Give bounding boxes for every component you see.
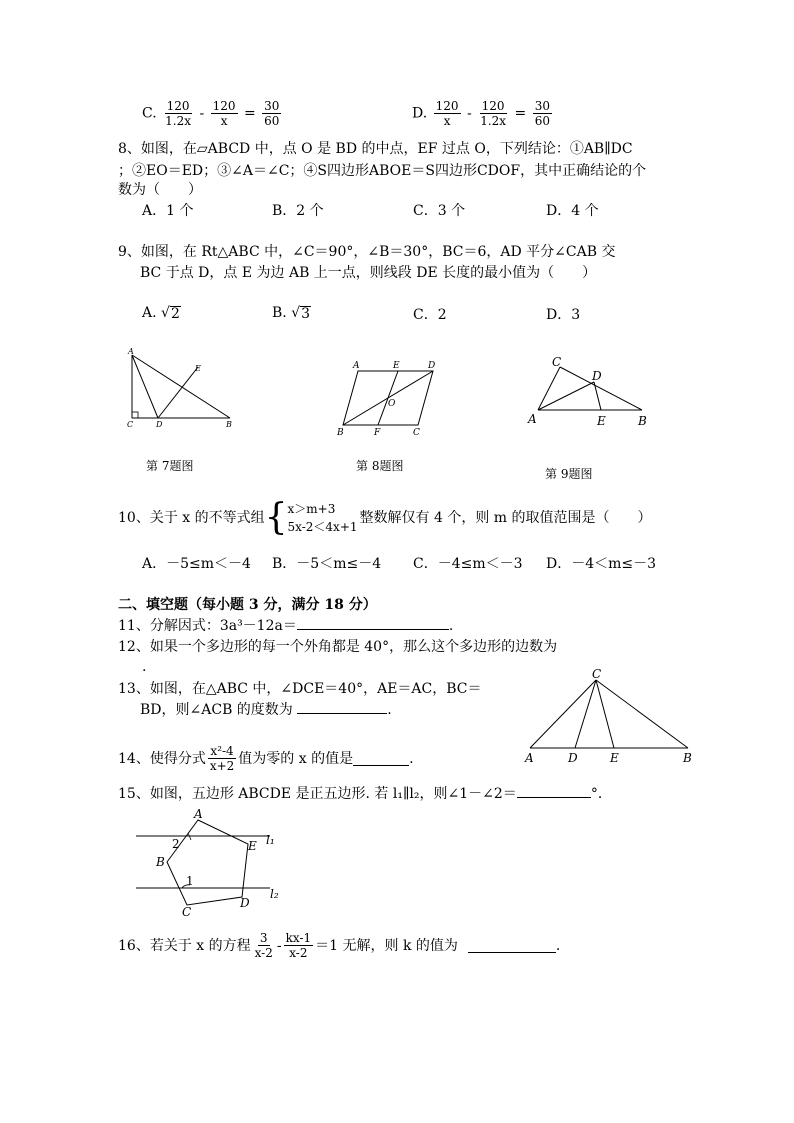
label-e: E <box>597 414 606 428</box>
figure-15 <box>130 808 290 920</box>
label-e: E <box>248 839 257 853</box>
q10-option-c: C．－4≤m＜－3 <box>413 556 523 572</box>
label-d: D <box>428 361 436 371</box>
label-b: B <box>226 420 232 429</box>
q10-option-d: D．－4＜m≤－3 <box>546 556 657 572</box>
q8-option-d: D．4 个 <box>546 203 599 219</box>
q14: 14、使得分式 $\frac{\text{x²-4}}{x+2}$ 值为零的 x 的值是 . <box>118 744 414 773</box>
inequality-system: x＞m+3 5x-2＜4x+1 <box>287 502 358 534</box>
angle-1-label: 1 <box>186 874 194 888</box>
fraction: $\frac{30}{60}$ <box>264 99 280 128</box>
fraction: $\frac{120}{1.2x}$ <box>165 99 191 128</box>
label-b: B <box>337 428 344 438</box>
label-a: A <box>525 751 534 765</box>
line-l1-label: l₁ <box>266 833 275 847</box>
q9-line2: BC 于点 D，点 E 为边 AB 上一点，则线段 DE 长度的最小值为（ ） <box>140 265 597 281</box>
q15: 15、如图，五边形 ABCDE 是正五边形. 若 l₁∥l₂，则∠1－∠2＝ °． <box>118 786 612 802</box>
label-e: E <box>610 751 619 765</box>
label-e: E <box>393 361 400 371</box>
label-f: F <box>374 428 381 438</box>
answer-blank <box>353 751 409 766</box>
q9-option-b: B. √ 3 <box>272 305 311 322</box>
label-b: B <box>638 414 647 428</box>
q10-option-a: A．－5≤m＜－4 <box>142 556 251 572</box>
label-d: D <box>592 369 602 383</box>
fig8-caption: 第 8题图 <box>356 459 404 473</box>
q10-option-b: B．－5＜m≤－4 <box>272 556 382 572</box>
q11: 11、分解因式：3a³－12a＝ . <box>118 618 454 634</box>
label-a: A <box>194 808 203 821</box>
q7-option-c: C. $\frac{120}{1.2x}$ - $\frac{120}{x}$ = $\frac{30}{60}$ <box>142 99 280 128</box>
fraction: $\frac{30}{60}$ <box>534 99 550 128</box>
q7-option-c-label: C. <box>142 105 157 122</box>
fraction: $\frac{120}{1.2x}$ <box>480 99 507 128</box>
figure-7 <box>120 345 240 435</box>
fraction: $\frac{120}{x}$ <box>435 99 459 128</box>
q16: 16、若关于 x 的方程 $\frac{3}{x-2}$ - $\frac{kx-1}{x-2}$ ＝1 无解，则 k 的值为 . <box>118 931 561 960</box>
fraction: $\frac{3}{x-2}$ <box>254 931 273 960</box>
section-title: 二、填空题（每小题 3 分，满分 18 分） <box>118 597 377 613</box>
q7-option-d-label: D. <box>412 105 428 122</box>
q9-option-a: A. √ 2 <box>142 305 180 322</box>
q8-option-b: B．2 个 <box>272 203 324 219</box>
label-d: D <box>240 896 250 910</box>
fig9-caption: 第 9题图 <box>545 467 593 481</box>
sqrt: √ 2 <box>161 305 180 322</box>
label-b: B <box>683 751 692 765</box>
line-l2-label: l₂ <box>270 887 279 901</box>
label-d: D <box>156 420 163 429</box>
label-e: E <box>195 364 201 373</box>
q9-option-d: D．3 <box>546 307 581 323</box>
q12-line1: 12、如果一个多边形的每一个外角都是 40°，那么这个多边形的边数为 <box>118 639 558 655</box>
answer-blank <box>297 713 387 714</box>
label-b: B <box>156 855 165 869</box>
figure-9 <box>524 352 654 432</box>
fig7-caption: 第 7题图 <box>146 459 194 473</box>
q13-line2: BD，则∠ACB 的度数为 . <box>140 702 392 718</box>
label-o: O <box>388 399 396 409</box>
label-a: A <box>528 412 537 426</box>
q13-line1: 13、如图，在△ABC 中，∠DCE＝40°，AE＝AC，BC＝ <box>118 681 482 697</box>
figure-13 <box>520 668 700 768</box>
q8-option-a: A．1 个 <box>142 203 194 219</box>
fraction: $\frac{120}{x}$ <box>212 99 236 128</box>
q8-line3: 数为（ ） <box>118 182 202 198</box>
fraction: $\frac{kx-1}{x-2}$ <box>285 931 312 960</box>
label-a: A <box>353 361 360 371</box>
answer-blank <box>517 797 591 798</box>
q7-option-d: D. $\frac{120}{x}$ - $\frac{120}{1.2x}$ = $\frac{30}{60}$ <box>412 99 550 128</box>
q8-line1: 8、如图，在▱ABCD 中，点 O 是 BD 的中点，EF 过点 O，下列结论：①AB∥DC <box>118 141 633 157</box>
answer-blank <box>297 629 449 630</box>
answer-blank <box>468 938 556 953</box>
q8-option-c: C．3 个 <box>413 203 466 219</box>
label-c: C <box>413 428 420 438</box>
label-c: C <box>552 355 562 369</box>
label-c: C <box>592 668 602 681</box>
fraction: $\frac{\text{x²-4}}{x+2}$ <box>209 744 235 773</box>
q9-option-c: C．2 <box>413 307 447 323</box>
label-d: D <box>568 751 578 765</box>
label-c: C <box>182 905 192 919</box>
angle-2-label: 2 <box>172 837 180 851</box>
q8-line2: ；②EO＝ED；③∠A＝∠C；④S四边形ABOE＝S四边形CDOF，其中正确结论的个 <box>118 163 647 179</box>
label-c: C <box>127 420 134 429</box>
q9-line1: 9、如图，在 Rt△ABC 中，∠C＝90°，∠B＝30°，BC＝6，AD 平分∠CAB 交 <box>118 244 616 260</box>
brace: { <box>264 497 288 538</box>
sqrt: √ 3 <box>291 305 311 322</box>
figure-8 <box>333 355 448 440</box>
q12-line2: . <box>142 659 147 675</box>
q10-line: 10、关于 x 的不等式组 { x＞m+3 5x-2＜4x+1 整数解仅有 4 个，则 m 的取值范围是（ ） <box>118 497 652 538</box>
label-a: A <box>128 347 134 356</box>
